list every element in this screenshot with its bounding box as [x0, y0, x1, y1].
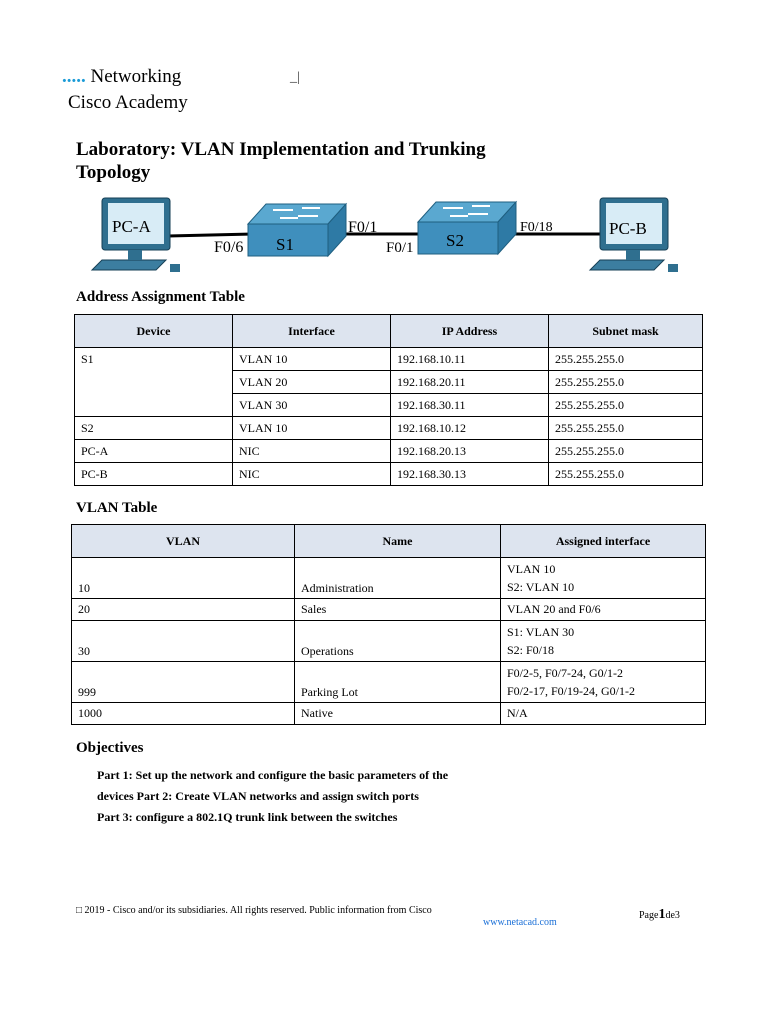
page-title: Laboratory: VLAN Implementation and Trunking: [76, 139, 486, 160]
cell-name: Administration: [295, 558, 501, 599]
page-num: 1: [658, 907, 666, 922]
link-pca-s1: [168, 234, 253, 236]
cell-assigned: [501, 662, 706, 703]
cell-ip: 192.168.10.11: [391, 348, 549, 371]
col-subnet-mask: Subnet mask: [549, 315, 703, 348]
cell-ip: 192.168.10.12: [391, 417, 549, 440]
cell-device: S2: [75, 417, 233, 440]
logo-dots: .....: [62, 66, 86, 87]
objective-line: devices Part 2: Create VLAN networks and assign switch ports: [97, 789, 419, 803]
table-row: [75, 463, 703, 486]
cell-ip: 192.168.30.13: [391, 463, 549, 486]
logo-word-networking: Networking: [90, 66, 182, 87]
vlan-table: [71, 524, 706, 725]
cell-name: Native: [295, 703, 501, 725]
s1-f06-label: F0/6: [214, 239, 244, 256]
address-table-title: Address Assignment Table: [76, 289, 245, 305]
cell-device: PC-B: [75, 463, 233, 486]
objective-line: Part 3: configure a 802.1Q trunk link between the switches: [97, 810, 398, 824]
cell-mask: 255.255.255.0: [549, 463, 703, 486]
cell-assigned: [501, 558, 706, 599]
cell-mask: 255.255.255.0: [549, 348, 703, 371]
s1-label: S1: [276, 235, 294, 254]
cell-interface: VLAN 10: [233, 348, 391, 371]
table-row: [75, 348, 703, 371]
col-interface: Interface: [233, 315, 391, 348]
logo-mark: _|: [290, 70, 300, 85]
cell-assigned: [501, 621, 706, 662]
topology-heading: Topology: [76, 162, 151, 183]
cell-name: Operations: [295, 621, 501, 662]
col-device: Device: [75, 315, 233, 348]
logo-networking: [62, 66, 181, 88]
assigned-line: S2: F0/18: [507, 643, 555, 657]
cell-ip: 192.168.20.11: [391, 371, 549, 394]
footer-copyright: [76, 905, 432, 916]
cell-ip: 192.168.30.11: [391, 394, 549, 417]
cell-mask: 255.255.255.0: [549, 394, 703, 417]
col-ip-address: IP Address: [391, 315, 549, 348]
cell-name: Parking Lot: [295, 662, 501, 703]
cell-mask: 255.255.255.0: [549, 440, 703, 463]
s2-f018-label: F0/18: [520, 220, 553, 235]
cell-vlan: 1000: [72, 703, 295, 725]
cell-vlan: 30: [72, 621, 295, 662]
table-row: [72, 621, 706, 662]
topology-diagram: [88, 194, 688, 280]
cell-vlan: 10: [72, 558, 295, 599]
objectives-title: Objectives: [76, 740, 144, 756]
table-row: [72, 558, 706, 599]
assigned-line: VLAN 10: [507, 562, 556, 576]
table-row: [75, 417, 703, 440]
cell-vlan: 999: [72, 662, 295, 703]
switch-s2-icon: [418, 202, 516, 254]
cell-device: PC-A: [75, 440, 233, 463]
page-suffix: de3: [665, 910, 680, 921]
s2-label: S2: [446, 231, 464, 250]
cell-interface: VLAN 30: [233, 394, 391, 417]
table-row: [72, 662, 706, 703]
page-prefix: Page: [639, 910, 659, 921]
copyright-text: 2019 - Cisco and/or its subsidiaries. All rights reserved. Public information from Cisco: [82, 905, 432, 916]
table-header-row: [75, 315, 703, 348]
assigned-line: S1: VLAN 30: [507, 625, 575, 639]
table-row: [72, 599, 706, 621]
pc-a-label: PC-A: [112, 217, 151, 236]
s1-f01-label: F0/1: [348, 219, 378, 236]
objective-line: Part 1: Set up the network and configure the basic parameters of the: [97, 768, 449, 782]
cell-name: Sales: [295, 599, 501, 621]
address-table: [74, 314, 703, 486]
logo-cisco-academy: Cisco Academy: [68, 92, 188, 113]
cell-interface: NIC: [233, 440, 391, 463]
cell-mask: 255.255.255.0: [549, 417, 703, 440]
cell-interface: VLAN 20: [233, 371, 391, 394]
cell-vlan: 20: [72, 599, 295, 621]
assigned-line: S2: VLAN 10: [507, 580, 575, 594]
table-row: [72, 703, 706, 725]
cell-device: S1: [75, 348, 233, 417]
pc-b-label: PC-B: [609, 219, 647, 238]
col-assigned-interface: Assigned interface: [501, 525, 706, 558]
assigned-line: F0/2-17, F0/19-24, G0/1-2: [507, 684, 636, 698]
cell-interface: VLAN 10: [233, 417, 391, 440]
cell-assigned: VLAN 20 and F0/6: [501, 599, 706, 621]
s2-f01-label: F0/1: [386, 240, 414, 256]
cell-ip: 192.168.20.13: [391, 440, 549, 463]
table-row: [75, 440, 703, 463]
footer-link[interactable]: www.netacad.com: [483, 917, 557, 928]
copyright-icon: □: [76, 905, 83, 916]
switch-s1-icon: [248, 204, 346, 256]
col-vlan: VLAN: [72, 525, 295, 558]
assigned-line: F0/2-5, F0/7-24, G0/1-2: [507, 666, 624, 680]
vlan-table-title: VLAN Table: [76, 500, 158, 516]
cell-interface: NIC: [233, 463, 391, 486]
cell-assigned: N/A: [501, 703, 706, 725]
footer-page-number: [639, 907, 680, 923]
table-header-row: [72, 525, 706, 558]
col-name: Name: [295, 525, 501, 558]
objectives-list: [97, 765, 448, 828]
cell-mask: 255.255.255.0: [549, 371, 703, 394]
